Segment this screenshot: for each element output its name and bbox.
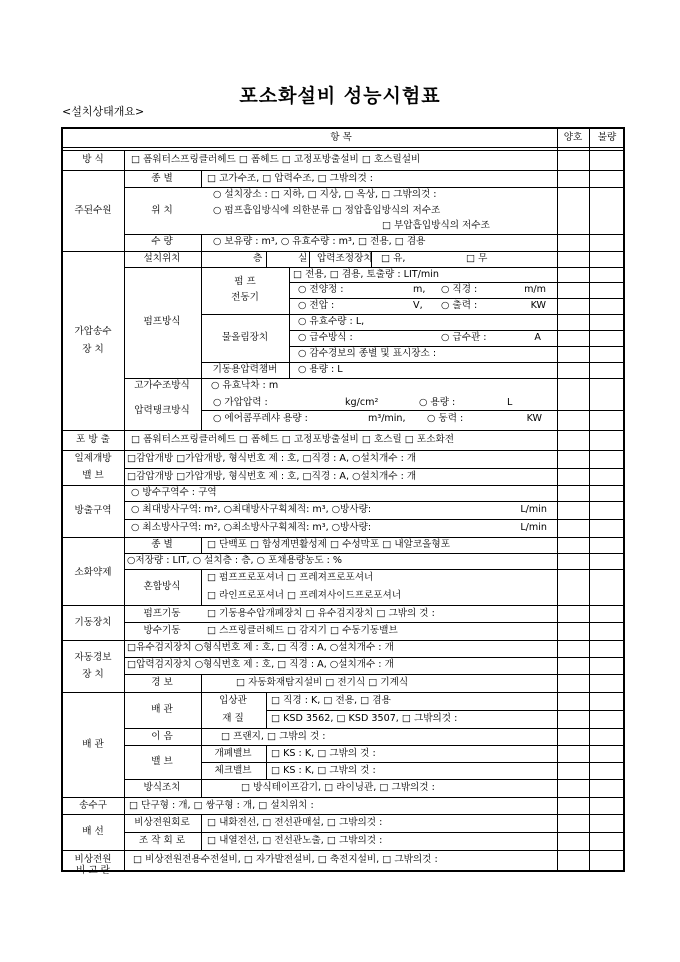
grid-line <box>266 745 267 779</box>
header-bad: 불량 <box>597 132 617 144</box>
material-label: 재 질 <box>222 713 244 725</box>
discharge-zone-min: ○ 최소방사구역: m², ○최소방사구획체적: m³, ○방사량: <box>131 522 372 534</box>
grid-line <box>289 298 625 299</box>
material-content: □ KSD 3562, □ KSD 3507, □ 그밖의것 : <box>271 713 458 725</box>
sub-label-suryang: 수 량 <box>151 236 173 248</box>
grid-line <box>124 553 625 554</box>
startup-valve-label: 방수기동 <box>143 625 181 637</box>
motor-head-unit: m, <box>413 284 426 296</box>
row-label-piping: 배 관 <box>82 739 104 751</box>
row-label-discharge-zone: 방출구역 <box>74 505 112 517</box>
foam-type-label: 종 별 <box>151 539 173 551</box>
check-valve-content: □ KS : K, □ 그밖의 것 : <box>271 765 376 777</box>
grid-line <box>589 127 590 872</box>
grid-line <box>266 692 267 728</box>
alert-label: 경 보 <box>151 677 173 689</box>
grid-line <box>201 314 625 315</box>
deluge-line-2: □감압개방 □가압개방, 형식번호 제 : 호, □직경 : A, ○설치개수 : 개 <box>127 471 417 483</box>
grid-line <box>124 657 625 658</box>
motor-label-2: 전동기 <box>231 292 259 304</box>
grid-line <box>61 537 625 538</box>
wichi-line-1: ○ 설치장소 : □ 지하, □ 지상, □ 옥상, □ 그밖의것 : <box>213 189 437 201</box>
suryang-content: ○ 보유량 : m³, ○ 유효수량 : m³, □ 전용, □ 겸용 <box>213 236 426 248</box>
row-label-alarm-2: 장 치 <box>82 669 104 681</box>
grid-line <box>124 832 625 833</box>
motor-voltage-unit: V, <box>413 300 423 312</box>
grid-line <box>124 378 625 379</box>
pressure-tank-volume-unit: L <box>507 397 513 409</box>
row-label-gaap-1: 가압송수 <box>74 326 112 338</box>
motor-voltage: ○ 전압 : <box>298 300 335 312</box>
mixing-line-1: □ 펌프프로포셔너 □ 프레져프로포셔너 <box>207 572 374 584</box>
sub-label-seolchiwichi: 설치위치 <box>143 253 181 265</box>
floor-suffix: 층 <box>253 253 263 265</box>
grid-line <box>61 450 625 451</box>
grid-line <box>124 468 625 469</box>
priming-pipe-unit: A <box>534 332 541 344</box>
grid-line <box>61 170 625 171</box>
row-label-remarks: 비 고 란 <box>76 865 110 877</box>
pressure-gauge-label: 압력조정장치 <box>317 253 373 265</box>
grid-line <box>201 234 202 267</box>
test-form-table <box>61 127 625 877</box>
page-title: 포소화설비 성능시험표 <box>239 85 441 107</box>
pressure-tank-pressure: ○ 가압압력 : <box>213 397 268 409</box>
priming-label: 물올림장치 <box>221 332 269 344</box>
grid-line <box>201 762 625 763</box>
grid-line <box>201 674 202 692</box>
grid-line <box>124 745 625 746</box>
row-label-bangsik: 방 식 <box>82 154 104 166</box>
riser-content: □ 직경 : K, □ 전용, □ 겸용 <box>271 695 391 707</box>
grid-line <box>61 605 625 606</box>
wichi-line-2: ○ 펌프흡입방식에 의한분류 □ 정압흡입방식의 저수조 <box>213 205 441 217</box>
header-good: 양호 <box>563 132 583 144</box>
grid-line <box>124 779 625 780</box>
grid-line <box>61 692 625 693</box>
motor-label-1: 펌 프 <box>234 276 256 288</box>
motor-line-1: □ 전용, □ 겸용, 토출량 : LIT/min <box>293 269 439 281</box>
grid-line <box>61 485 625 486</box>
grid-line <box>201 170 202 187</box>
grid-line <box>124 728 625 729</box>
discharge-zone-min-unit: L/min <box>520 522 547 534</box>
riser-label: 입상관 <box>219 695 247 707</box>
grid-line <box>309 251 310 267</box>
joint-content: □ 프랜지, □ 그밖의 것 : <box>221 731 326 743</box>
priming-pipe: ○ 급수관 : <box>441 332 487 344</box>
motor-head: ○ 전양정 : <box>298 284 344 296</box>
control-circuit-content: □ 내열전선, □ 전선관노출, □ 그밖의것 : <box>207 835 383 847</box>
check-valve-label: 체크밸브 <box>214 765 252 777</box>
priming-supply: ○ 급수방식 : <box>298 332 353 344</box>
grid-line <box>201 410 625 411</box>
startup-pump-options: □ 기동용수압개폐장치 □ 유수검지장치 □ 그밖의 것 : <box>207 608 435 620</box>
gauge-yes: □ 유, <box>381 253 406 265</box>
deluge-line-1: □감압개방 □가압개방, 형식번호 제 : 호, □직경 : A, ○설치개수 : 개 <box>127 453 417 465</box>
grid-line <box>124 622 625 623</box>
grid-line <box>289 267 290 378</box>
outlet-content: □ 단구형 : 개, □ 쌍구형 : 개, □ 설치위치 : <box>129 800 314 812</box>
motor-diameter-unit: m/m <box>524 284 546 296</box>
grid-line <box>289 346 625 347</box>
discharge-zone-max-unit: L/min <box>520 504 547 516</box>
foam-storage: ○저장량 : LIT, ○ 설치층 : 층, ○ 포채용량농도 : % <box>127 555 343 567</box>
grid-line <box>61 127 625 129</box>
startup-valve-options: □ 스프링클러헤드 □ 감지기 □ 수동기동밸브 <box>207 625 398 637</box>
corrosion-content: □ 방식테이프감기, □ 라이닝관, □ 그밖의것 : <box>241 782 435 794</box>
alert-options: □ 자동화재탐지설비 □ 전기식 □ 기계식 <box>236 677 409 689</box>
grid-line <box>201 378 202 430</box>
discharge-zone-line-1: ○ 방수구역수 : 구역 <box>131 487 217 499</box>
chamber-content: ○ 용량 : L <box>298 364 343 376</box>
grid-line <box>623 127 625 872</box>
row-label-gaap-2: 장 치 <box>82 344 104 356</box>
grid-line <box>61 430 625 431</box>
row-label-foam: 소화약제 <box>74 567 112 579</box>
grid-line <box>201 692 202 797</box>
emergency-power-content: □ 비상전원전용수전설비, □ 자가발전설비, □ 축전지설비, □ 그밖의것 : <box>133 854 438 866</box>
room-suffix: 실 <box>298 253 308 265</box>
sub-label-jongbyeol: 종 별 <box>151 173 173 185</box>
pobangchul-options: □ 폼워터스프링클러헤드 □ 폼헤드 □ 고정포방출설비 □ 호스릴 □ 포소화전 <box>131 434 454 446</box>
grid-line <box>61 797 625 798</box>
grid-line <box>201 537 202 553</box>
grid-line <box>61 850 625 851</box>
grid-line <box>266 710 625 711</box>
compressor-capacity: ○ 에어콤푸레샤 용량 : <box>213 413 308 425</box>
joint-label: 이 음 <box>151 731 173 743</box>
compressor-power: ○ 동력 : <box>427 413 464 425</box>
gravity-content: ○ 유효낙차 : m <box>211 380 279 392</box>
grid-line <box>124 267 125 268</box>
grid-line <box>61 870 625 872</box>
grid-line <box>124 674 625 675</box>
header-item: 항 목 <box>330 132 352 144</box>
bangsik-options: □ 폼워터스프링클러헤드 □ 폼헤드 □ 고정포방출설비 □ 호스릴설비 <box>131 154 421 166</box>
pipe-label: 배 관 <box>151 704 173 716</box>
motor-output: ○ 출력 : <box>441 300 478 312</box>
grid-line <box>201 362 202 378</box>
mixing-line-2: □ 라인프로포셔너 □ 프레져사이드프로포셔너 <box>207 590 402 602</box>
grid-line <box>61 147 625 148</box>
row-label-alarm-1: 자동경보 <box>74 652 112 664</box>
jongbyeol-options: □ 고가수조, □ 압력수조, □ 그밖의것 : <box>207 173 374 185</box>
row-label-pobangchul: 포 방 출 <box>76 434 110 446</box>
valve-label: 밸 브 <box>151 756 173 768</box>
wichi-line-3: □ 부압흡입방식의 저수조 <box>382 220 490 232</box>
grid-line <box>61 640 625 641</box>
row-label-outlet: 송수구 <box>79 800 107 812</box>
row-label-emergency-power: 비상전원 <box>74 854 112 866</box>
alarm-line-1: □유수검지장치 ○형식번호 제 : 호, □ 직경 : A, ○설치개수 : 개 <box>127 642 394 654</box>
gravity-label: 고가수조방식 <box>134 380 190 392</box>
grid-line <box>124 187 625 188</box>
sub-label-wichi: 위 치 <box>151 205 173 217</box>
startup-pump-label: 펌프기동 <box>143 608 181 620</box>
grid-line <box>61 150 625 151</box>
gate-valve-label: 개폐밸브 <box>214 748 252 760</box>
discharge-zone-max: ○ 최대방사구역: m², ○최대방사구획체적: m³, ○방사량: <box>131 504 372 516</box>
pressure-tank-label: 압력탱크방식 <box>134 405 190 417</box>
emergency-circuit-content: □ 내화전선, □ 전선관매설, □ 그밖의것 : <box>207 817 383 829</box>
pressure-tank-volume: ○ 용량 : <box>419 397 456 409</box>
motor-output-unit: KW <box>530 300 546 312</box>
compressor-capacity-unit: m³/min, <box>368 413 406 425</box>
section-subtitle: <설치상태개요> <box>62 105 145 118</box>
gate-valve-content: □ KS : K, □ 그밖의 것 : <box>271 748 376 760</box>
mixing-label: 혼합방식 <box>143 581 181 593</box>
grid-line <box>61 814 625 815</box>
grid-line <box>61 127 63 872</box>
sub-label-pump-method: 펌프방식 <box>143 316 181 328</box>
grid-line <box>557 127 558 872</box>
grid-line <box>124 569 625 570</box>
chamber-label: 기동용압력챔버 <box>212 364 278 376</box>
row-label-deluge-2: 밸 브 <box>82 470 104 482</box>
alarm-line-2: □압력검지장치 ○형식번호 제 : 호, □ 직경 : A, ○설치개수 : 개 <box>127 659 394 671</box>
grid-line <box>201 569 202 605</box>
grid-line <box>201 362 625 363</box>
grid-line <box>61 251 625 252</box>
pressure-tank-pressure-unit: kg/cm² <box>345 397 379 409</box>
grid-line <box>124 267 625 268</box>
grid-line <box>289 330 625 331</box>
row-label-startup: 기동장치 <box>74 617 112 629</box>
grid-line <box>124 501 625 502</box>
grid-line <box>124 234 625 235</box>
priming-line-1: ○ 유효수량 : L, <box>298 316 365 328</box>
foam-type-options: □ 단백포 □ 합성계면활성제 □ 수성막포 □ 내알코올형포 <box>207 539 450 551</box>
grid-line <box>289 282 625 283</box>
grid-line <box>124 150 125 870</box>
grid-line <box>124 519 625 520</box>
motor-diameter: ○ 직경 : <box>441 284 478 296</box>
corrosion-label: 방식조치 <box>143 782 181 794</box>
compressor-power-unit: KW <box>526 413 542 425</box>
priming-line-3: ○ 감수경보의 종별 및 표시장소 : <box>298 348 437 360</box>
row-label-jusuwon: 주된수원 <box>74 205 112 217</box>
gauge-no: □ 무 <box>466 253 488 265</box>
grid-line <box>201 814 202 850</box>
control-circuit-label: 조 작 회 로 <box>138 835 186 847</box>
row-label-deluge-1: 일제개방 <box>74 453 112 465</box>
row-label-wiring: 배 선 <box>82 826 104 838</box>
grid-line <box>266 251 267 267</box>
emergency-circuit-label: 비상전원회로 <box>134 817 190 829</box>
